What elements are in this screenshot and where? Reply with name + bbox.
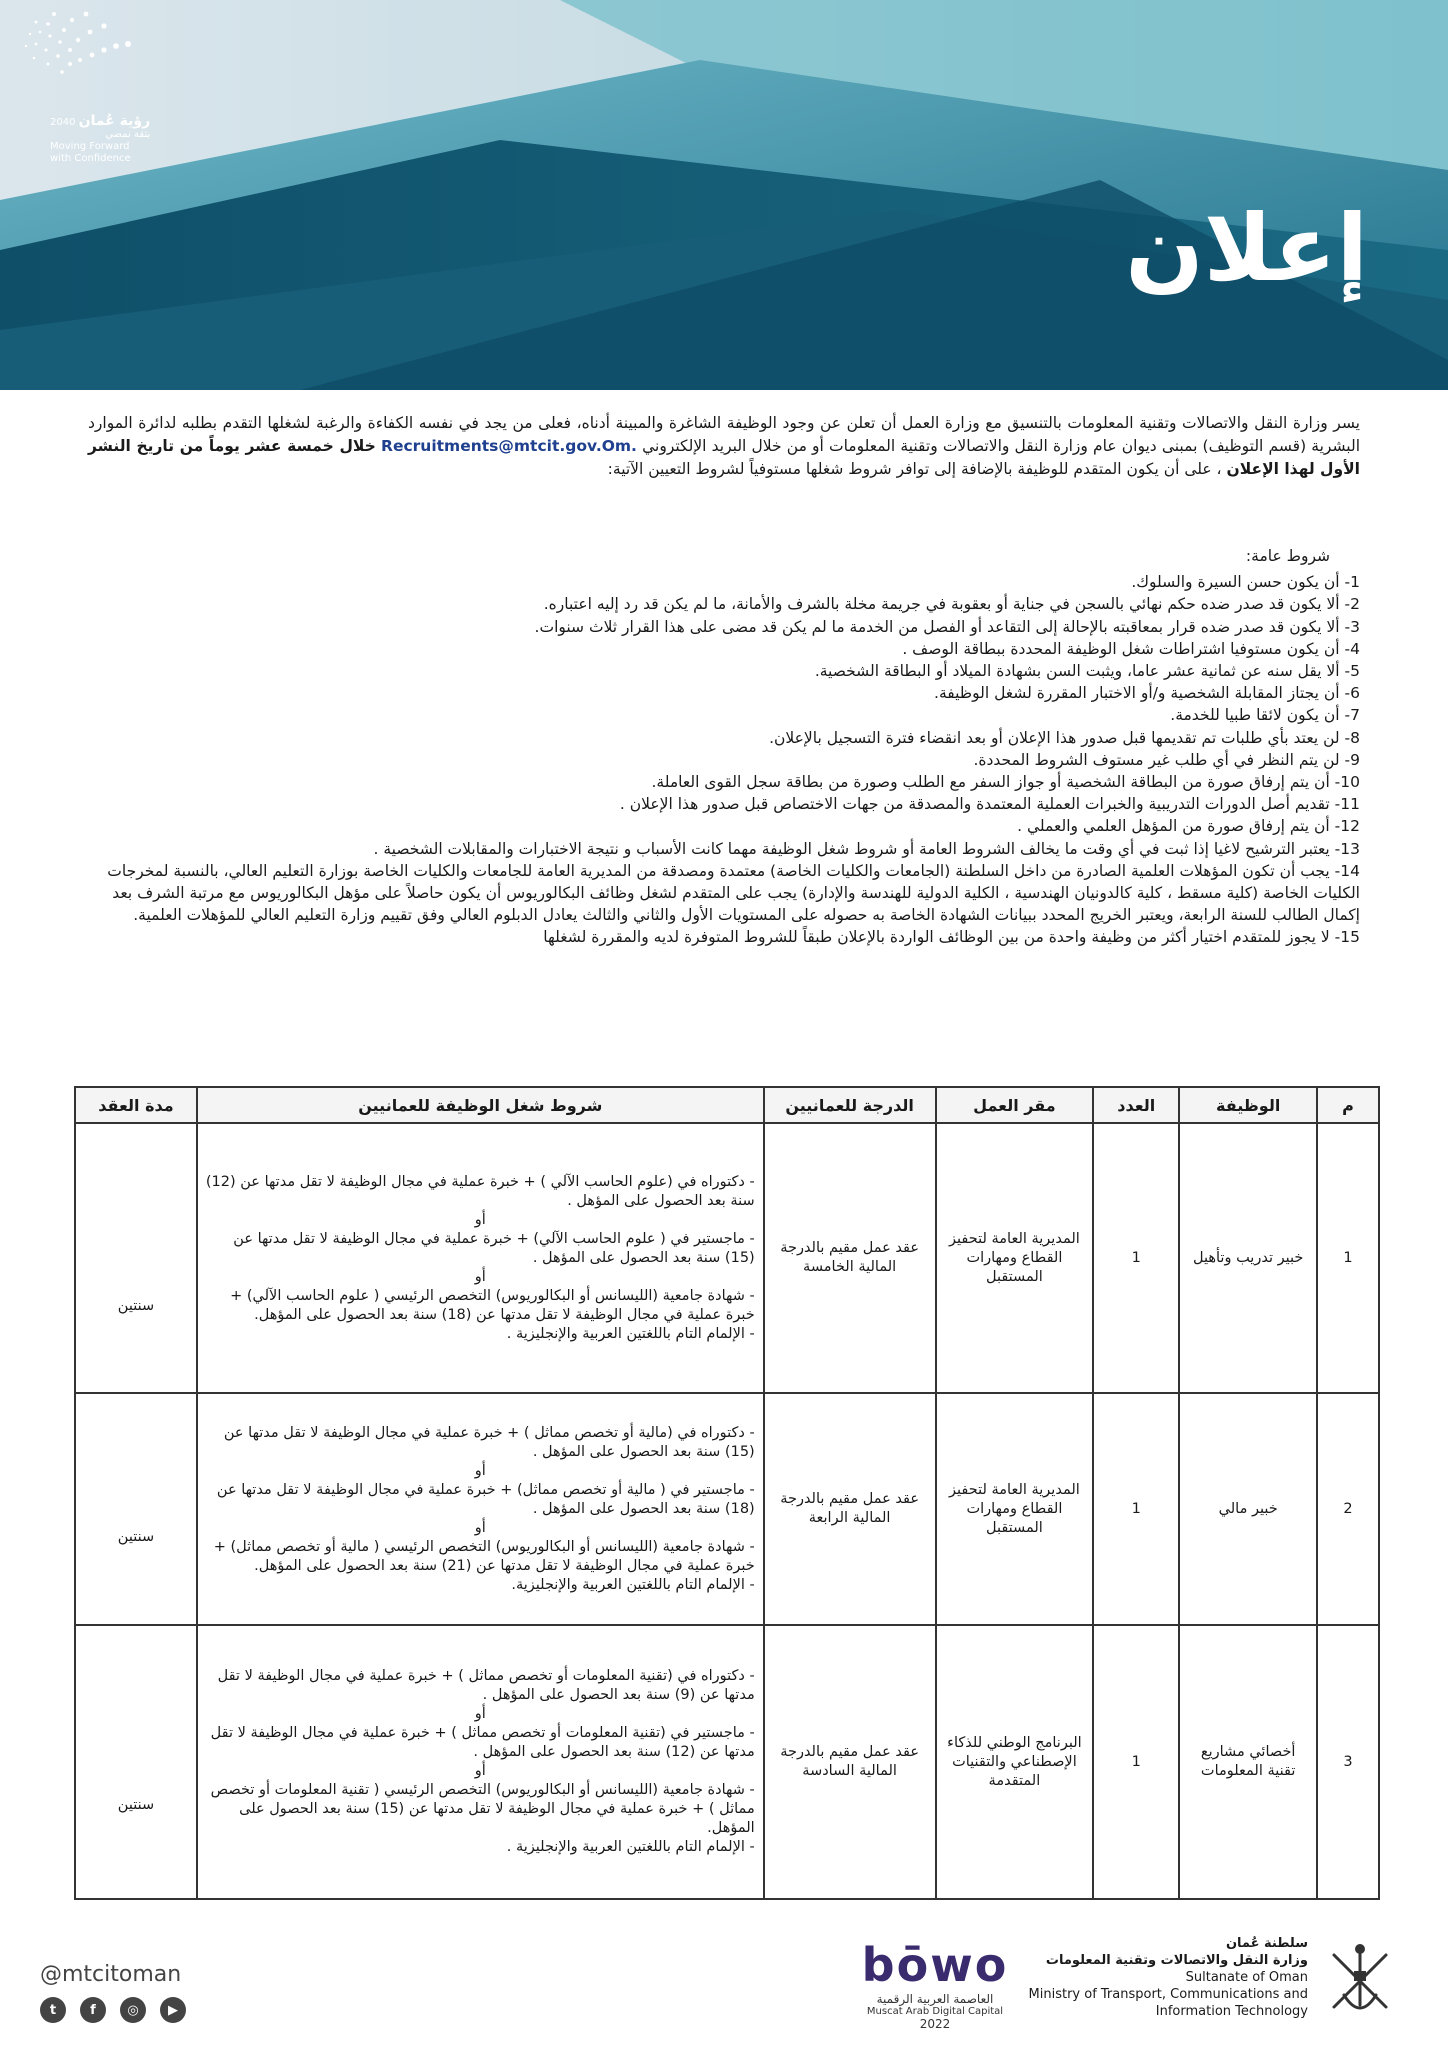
recruitment-email-link[interactable]: Recruitments@mtcit.gov.Om. (381, 437, 637, 455)
job-requirements (197, 1123, 764, 1393)
job-location: المديرية العامة لتحفيز القطاع ومهارات المستقبل (936, 1123, 1094, 1393)
requirement-line: - دكتوراه في (تقنية المعلومات أو تخصص مماثل ) + خبرة عملية في مجال الوظيفة لا تقل مدتها عن (9) سنة بعد الحصول على المؤهل . (217, 1668, 755, 1703)
capital-year: 2022 (919, 2017, 951, 2031)
social-footer (40, 1962, 186, 2023)
job-grade: عقد عمل مقيم بالدرجة المالية السادسة (764, 1625, 936, 1899)
ministry-name (1029, 1935, 1308, 2020)
social-icons (40, 1997, 186, 2023)
requirement-line: - ماجستير في ( علوم الحاسب الآلي) + خبرة عملية في مجال الوظيفة لا تقل مدتها عن (15) سنة بعد الحصول على المؤهل . (233, 1230, 755, 1266)
condition-item: 4- أن يكون مستوفيا اشتراطات شغل الوظيفة المحددة ببطاقة الوصف . (902, 639, 1360, 658)
job-number: 1 (1317, 1123, 1379, 1393)
ministry-ar2: وزارة النقل والاتصالات وتقنية المعلومات (1045, 1953, 1308, 1968)
logo-year: 2040 (50, 117, 76, 128)
intro-paragraph (88, 412, 1360, 481)
column-header: مدة العقد (75, 1087, 197, 1123)
condition-item: 5- ألا يقل سنه عن ثمانية عشر عاما، ويثبت السن بشهادة الميلاد أو البطاقة الشخصية. (814, 662, 1360, 681)
job-count: 1 (1093, 1625, 1179, 1899)
vision-2040-text (50, 115, 150, 165)
vision-2040-logo (0, 0, 160, 120)
twitter-icon[interactable]: t (40, 1997, 66, 2023)
condition-item: 14- يجب أن تكون المؤهلات العلمية الصادرة من داخل السلطنة (الجامعات والكليات الخاصة) معتمدة ومصدقة من المديرية العامة للجامعات والكليات الخاصة بوزارة التعليم العالي، بالنسبة لمخرجات الكليات الخاصة (كلية مسقط ، كلية كالدونيان الهندسية ، الكلية الدولية للهندسة والإدارة) يجب على المتقدم لشغل وظائف البكالوريوس أن يكون حاصلاً على مؤهل البكالوريوس مع مرتبة الشرف بعد إكمال الطالب للسنة الرابعة، ويعتبر الخريج المحدد ببيانات الشهادة الخاصة به حصوله على المستويات الأول والثاني والثالث يعادل الدبلوم العالي وفق تقييم وزارة التعليم العالي للمؤهلات العلمية. (107, 861, 1360, 925)
requirement-line: - الإلمام التام باللغتين العربية والإنجليزية. (511, 1576, 755, 1593)
capital-ar: العاصمة العربية الرقمية (876, 1992, 994, 2006)
requirement-or: أو (474, 1706, 486, 1722)
job-location: البرنامج الوطني للذكاء الإصطناعي والتقنيات المتقدمة (936, 1625, 1094, 1899)
job-count: 1 (1093, 1393, 1179, 1625)
job-number: 2 (1317, 1393, 1379, 1625)
page-title: إعلان (1125, 195, 1368, 302)
requirement-line: - شهادة جامعية (الليسانس أو البكالوريوس) التخصص الرئيسي ( علوم الحاسب الآلي) + خبرة عملية في مجال الوظيفة لا تقل مدتها عن (18) سنة بعد الحصول على المؤهل. (230, 1287, 755, 1323)
header-banner (0, 0, 1448, 390)
digital-capital-logo (835, 1938, 1035, 2031)
table-row (75, 1123, 1379, 1393)
intro-part2: ، على أن يكون المتقدم للوظيفة بالإضافة إلى توافر شروط شغلها مستوفياً لشروط التعيين الآتية: (607, 460, 1222, 478)
job-requirements (197, 1393, 764, 1625)
requirement-or: أو (474, 1211, 486, 1228)
job-grade: عقد عمل مقيم بالدرجة المالية الرابعة (764, 1393, 936, 1625)
condition-item: 3- ألا يكون قد صدر ضده قرار بمعاقبته بالإحالة إلى التقاعد أو الفصل من الخدمة ما لم يكن قد مضى على هذا القرار ثلاث سنوات. (534, 617, 1360, 636)
facebook-icon[interactable]: f (80, 1997, 106, 2023)
requirement-line: - شهادة جامعية (الليسانس أو البكالوريوس) التخصص الرئيسي ( مالية أو تخصص مماثل) + خبرة عملية في مجال الوظيفة لا تقل مدتها عن (21) سنة بعد الحصول على المؤهل. (213, 1538, 755, 1574)
ministry-en2: Ministry of Transport, Communications and (1028, 1987, 1308, 2002)
oman-emblem-icon (1314, 1935, 1406, 2027)
social-handle[interactable]: @mtcitoman (40, 1962, 182, 1987)
job-number: 3 (1317, 1625, 1379, 1899)
contract-duration: سنتين (75, 1393, 197, 1625)
condition-item: 15- لا يجوز للمتقدم اختيار أكثر من وظيفة واحدة من بين الوظائف الواردة بالإعلان طبقاً للشروط المتوفرة لديه والمقررة لشغلها (543, 928, 1360, 947)
ministry-ar1: سلطنة عُمان (1225, 1936, 1308, 1951)
jobs-table (74, 1086, 1380, 1900)
condition-item: 11- تقديم أصل الدورات التدريبية والخبرات العملية المعتمدة والمصدقة من جهات الاختصاص قبل صدور هذا الإعلان . (619, 795, 1360, 814)
requirement-line: - الإلمام التام باللغتين العربية والإنجليزية . (506, 1839, 755, 1855)
requirement-line: - ماجستير في ( مالية أو تخصص مماثل) + خبرة عملية في مجال الوظيفة لا تقل مدتها عن (18) سنة بعد الحصول على المؤهل . (216, 1481, 755, 1517)
condition-item: 12- أن يتم إرفاق صورة من المؤهل العلمي والعملي . (1017, 817, 1360, 836)
column-header: شروط شغل الوظيفة للعمانيين (197, 1087, 764, 1123)
table-header-row (75, 1087, 1379, 1123)
column-header: الوظيفة (1179, 1087, 1317, 1123)
table-row (75, 1625, 1379, 1899)
job-title: أخصائي مشاريع تقنية المعلومات (1179, 1625, 1317, 1899)
column-header: العدد (1093, 1087, 1179, 1123)
requirement-line: - ماجستير في (تقنية المعلومات أو تخصص مماثل ) + خبرة عملية في مجال الوظيفة لا تقل مدتها عن (12) سنة بعد الحصول على المؤهل . (210, 1725, 755, 1760)
column-header: الدرجة للعمانيين (764, 1087, 936, 1123)
ministry-en3: Information Technology (1155, 2004, 1308, 2019)
conditions-heading: شروط عامة: (1245, 547, 1330, 565)
intro-part1: يسر وزارة النقل والاتصالات وتقنية المعلومات بالتنسيق مع وزارة العمل أن تعلن عن وجود الوظيفة الشاغرة والمبينة أدناه، فعلى من يجد في نفسه الكفاءة والرغبة لشغلها التقدم بطلبه لدائرة الموارد البشرية (قسم التوظيف) بمبنى ديوان عام وزارة النقل والاتصالات وتقنية المعلومات أو من خلال البريد الإلكتروني (88, 414, 1360, 455)
condition-item: 8- لن يعتد بأي طلبات تم تقديمها قبل صدور هذا الإعلان أو بعد انقضاء فترة التسجيل بالإعلان. (769, 728, 1360, 747)
capital-mark: bōwo (861, 1938, 1009, 1992)
intro-deadline: خلال خمسة عشر يوماً من تاريخ النشر الأول لهذا الإعلان (88, 437, 1360, 478)
table-row (75, 1393, 1379, 1625)
job-count: 1 (1093, 1123, 1179, 1393)
condition-item: 7- أن يكون لائقا طبيا للخدمة. (1170, 706, 1360, 725)
condition-item: 9- لن يتم النظر في أي طلب غير مستوف الشروط المحددة. (973, 750, 1360, 769)
logo-ar: رؤية عُمان (78, 113, 151, 129)
instagram-icon[interactable]: ◎ (120, 1997, 146, 2023)
condition-item: 2- ألا يكون قد صدر ضده حكم نهائي بالسجن في جناية أو بعقوبة في جريمة مخلة بالشرف والأمانة، ما لم يكن قد رد إليه اعتباره. (543, 595, 1360, 614)
condition-item: 6- أن يجتاز المقابلة الشخصية و/أو الاختبار المقررة لشغل الوظيفة. (934, 684, 1360, 703)
column-header: م (1317, 1087, 1379, 1123)
requirement-line: - شهادة جامعية (الليسانس أو البكالوريوس) التخصص الرئيسي ( تقنية المعلومات أو تخصص مماثل ) + خبرة عملية في مجال الوظيفة لا تقل مدتها عن (15) سنة بعد الحصول على المؤهل. (210, 1782, 755, 1836)
logo-slogan-ar: بثقة نمضي (105, 129, 151, 140)
capital-en: Muscat Arab Digital Capital (866, 2006, 1004, 2017)
job-requirements (197, 1625, 764, 1899)
column-header: مقر العمل (936, 1087, 1094, 1123)
general-conditions (80, 545, 1360, 949)
condition-item: 13- يعتبر الترشيح لاغيا إذا ثبت في أي وقت ما يخالف الشروط العامة أو شروط شغل الوظيفة مهما كانت الأسباب و نتيجة الاختبارات والمقابلات الشخصية . (373, 839, 1360, 858)
contract-duration: سنتين (75, 1123, 197, 1393)
job-title: خبير مالي (1179, 1393, 1317, 1625)
requirement-line: - دكتوراه في (علوم الحاسب الآلي ) + خبرة عملية في مجال الوظيفة لا تقل مدتها عن (12) سنة بعد الحصول على المؤهل . (205, 1173, 755, 1209)
requirement-or: أو (474, 1268, 486, 1285)
youtube-icon[interactable]: ▶ (160, 1997, 186, 2023)
logo-slogan-en2: with Confidence (50, 153, 131, 164)
requirement-line: - دكتوراه في (مالية أو تخصص مماثل ) + خبرة عملية في مجال الوظيفة لا تقل مدتها عن (15) سنة بعد الحصول على المؤهل . (223, 1424, 755, 1460)
ministry-en1: Sultanate of Oman (1185, 1970, 1308, 1985)
condition-item: 10- أن يتم إرفاق صورة من البطاقة الشخصية أو جواز السفر مع الطلب وصورة من بطاقة سجل القوى العاملة. (651, 773, 1360, 792)
job-location: المديرية العامة لتحفيز القطاع ومهارات المستقبل (936, 1393, 1094, 1625)
contract-duration: سنتين (75, 1625, 197, 1899)
job-title: خبير تدريب وتأهيل (1179, 1123, 1317, 1393)
job-grade: عقد عمل مقيم بالدرجة المالية الخامسة (764, 1123, 936, 1393)
requirement-or: أو (474, 1519, 486, 1536)
logo-slogan-en1: Moving Forward (50, 141, 130, 152)
requirement-or: أو (474, 1462, 486, 1479)
requirement-or: أو (474, 1763, 486, 1779)
condition-item: 1- أن يكون حسن السيرة والسلوك. (1131, 573, 1360, 592)
requirement-line: - الإلمام التام باللغتين العربية والإنجليزية . (506, 1325, 755, 1342)
